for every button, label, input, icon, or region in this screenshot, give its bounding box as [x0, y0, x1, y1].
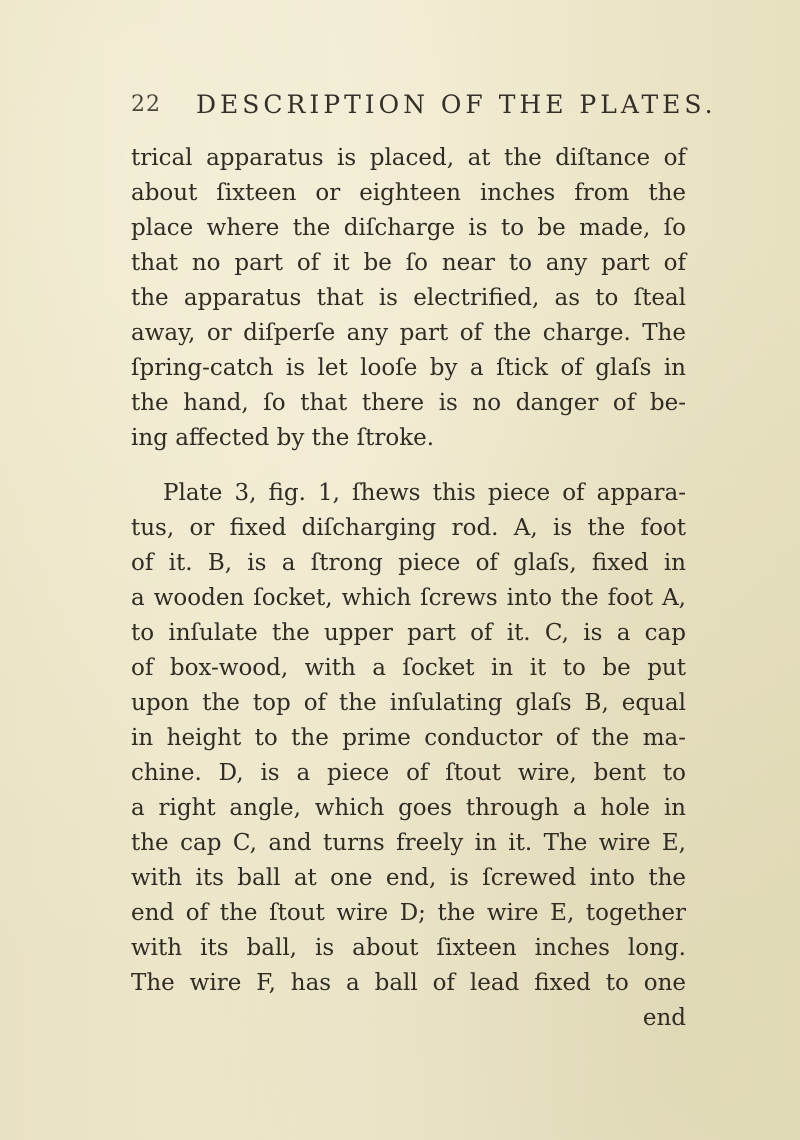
text-line: ſpring-catch is let looſe by a ſtick of glaſs in	[131, 355, 686, 381]
text-line: of it. B, is a ſtrong piece of glaſs, fixed in	[131, 550, 686, 576]
text-line: with its ball at one end, is ſcrewed into the	[131, 865, 686, 891]
text-line: the cap C, and turns freely in it. The wire E,	[131, 830, 686, 856]
text-line: a right angle, which goes through a hole in	[131, 795, 686, 821]
text-line: about ſixteen or eighteen inches from the	[131, 180, 686, 206]
text-line: chine. D, is a piece of ſtout wire, bent to	[131, 760, 686, 786]
text-line: the hand, ſo that there is no danger of be-	[131, 390, 686, 416]
text-line: in height to the prime conductor of the ma-	[131, 725, 686, 751]
text-line: tus, or fixed diſcharging rod. A, is the foot	[131, 515, 686, 541]
text-line: trical apparatus is placed, at the diſtance of	[131, 145, 686, 171]
text-line: Plate 3, fig. 1, ſhews this piece of appara-	[163, 480, 686, 506]
page-number: 22	[131, 92, 161, 117]
text-line: ing affected by the ſtroke.	[131, 425, 435, 451]
text-line: with its ball, is about ſixteen inches long.	[131, 935, 686, 961]
text-line: The wire F, has a ball of lead fixed to one	[131, 970, 686, 996]
text-line: away, or diſperſe any part of the charge. The	[131, 320, 686, 346]
text-line: to inſulate the upper part of it. C, is a cap	[131, 620, 686, 646]
text-line: place where the diſcharge is to be made, ſo	[131, 215, 686, 241]
text-line: of box-wood, with a ſocket in it to be put	[131, 655, 686, 681]
text-line: upon the top of the inſulating glaſs B, equal	[131, 690, 686, 716]
text-line: a wooden ſocket, which ſcrews into the foot A,	[131, 585, 686, 611]
text-line: the apparatus that is electrified, as to ſteal	[131, 285, 686, 311]
text-line: that no part of it be ſo near to any part of	[131, 250, 686, 276]
running-head: DESCRIPTION OF THE PLATES.	[196, 90, 717, 119]
text-line: end of the ſtout wire D; the wire E, together	[131, 900, 686, 926]
catchword: end	[642, 1005, 686, 1031]
